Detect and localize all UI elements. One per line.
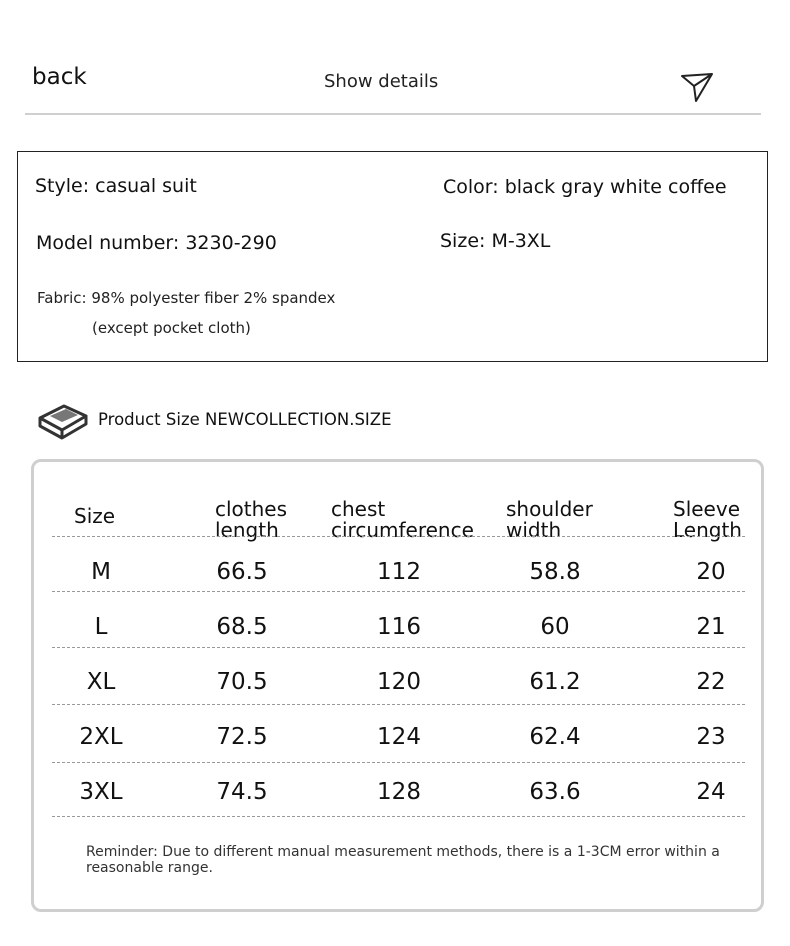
column-header-shoulder: shoulder width	[506, 497, 593, 542]
table-cell-shoulder: 60	[540, 614, 570, 640]
table-cell-shoulder: 62.4	[529, 724, 581, 750]
row-divider	[52, 536, 745, 537]
table-cell-chest: 112	[377, 559, 421, 585]
column-header-chest: chest circumference	[331, 497, 474, 542]
table-cell-size: M	[91, 559, 111, 585]
table-cell-length: 70.5	[216, 669, 268, 695]
table-cell-length: 74.5	[216, 779, 268, 805]
table-cell-shoulder: 58.8	[529, 559, 581, 585]
size-range-text: Size: M-3XL	[440, 230, 551, 252]
product-info-box	[17, 151, 768, 362]
row-divider	[52, 816, 745, 817]
column-header-size: Size	[74, 504, 116, 528]
column-header-sleeve: Sleeve Length	[673, 497, 742, 542]
table-cell-length: 68.5	[216, 614, 268, 640]
style-text: Style: casual suit	[35, 175, 197, 197]
row-divider	[52, 591, 745, 592]
back-button[interactable]: back	[32, 64, 87, 90]
table-cell-chest: 120	[377, 669, 421, 695]
table-cell-length: 72.5	[216, 724, 268, 750]
fabric-note-text: (except pocket cloth)	[92, 319, 251, 337]
table-cell-size: 2XL	[79, 724, 123, 750]
table-cell-sleeve: 21	[696, 614, 726, 640]
row-divider	[52, 647, 745, 648]
color-text: Color: black gray white coffee	[443, 176, 727, 198]
table-cell-chest: 124	[377, 724, 421, 750]
table-cell-sleeve: 24	[696, 779, 726, 805]
table-cell-chest: 128	[377, 779, 421, 805]
model-number-text: Model number: 3230-290	[36, 232, 277, 254]
table-cell-shoulder: 63.6	[529, 779, 581, 805]
table-cell-size: L	[94, 614, 108, 640]
table-cell-sleeve: 23	[696, 724, 726, 750]
table-cell-shoulder: 61.2	[529, 669, 581, 695]
table-cell-size: 3XL	[79, 779, 123, 805]
ruler-box-icon	[36, 400, 90, 442]
table-cell-sleeve: 22	[696, 669, 726, 695]
fabric-text: Fabric: 98% polyester fiber 2% spandex	[37, 289, 336, 307]
row-divider	[52, 704, 745, 705]
nav-divider	[25, 113, 761, 115]
table-cell-sleeve: 20	[696, 559, 726, 585]
row-divider	[52, 762, 745, 763]
measurement-reminder: Reminder: Due to different manual measurement methods, there is a 1-3CM error within a reasonable range.	[86, 844, 720, 876]
page-title: Show details	[324, 71, 439, 92]
table-cell-size: XL	[86, 669, 116, 695]
column-header-clothes-length: clothes length	[215, 497, 288, 542]
size-section-title: Product Size NEWCOLLECTION.SIZE	[98, 410, 392, 429]
send-icon[interactable]	[678, 70, 716, 106]
table-cell-chest: 116	[377, 614, 421, 640]
table-cell-length: 66.5	[216, 559, 268, 585]
